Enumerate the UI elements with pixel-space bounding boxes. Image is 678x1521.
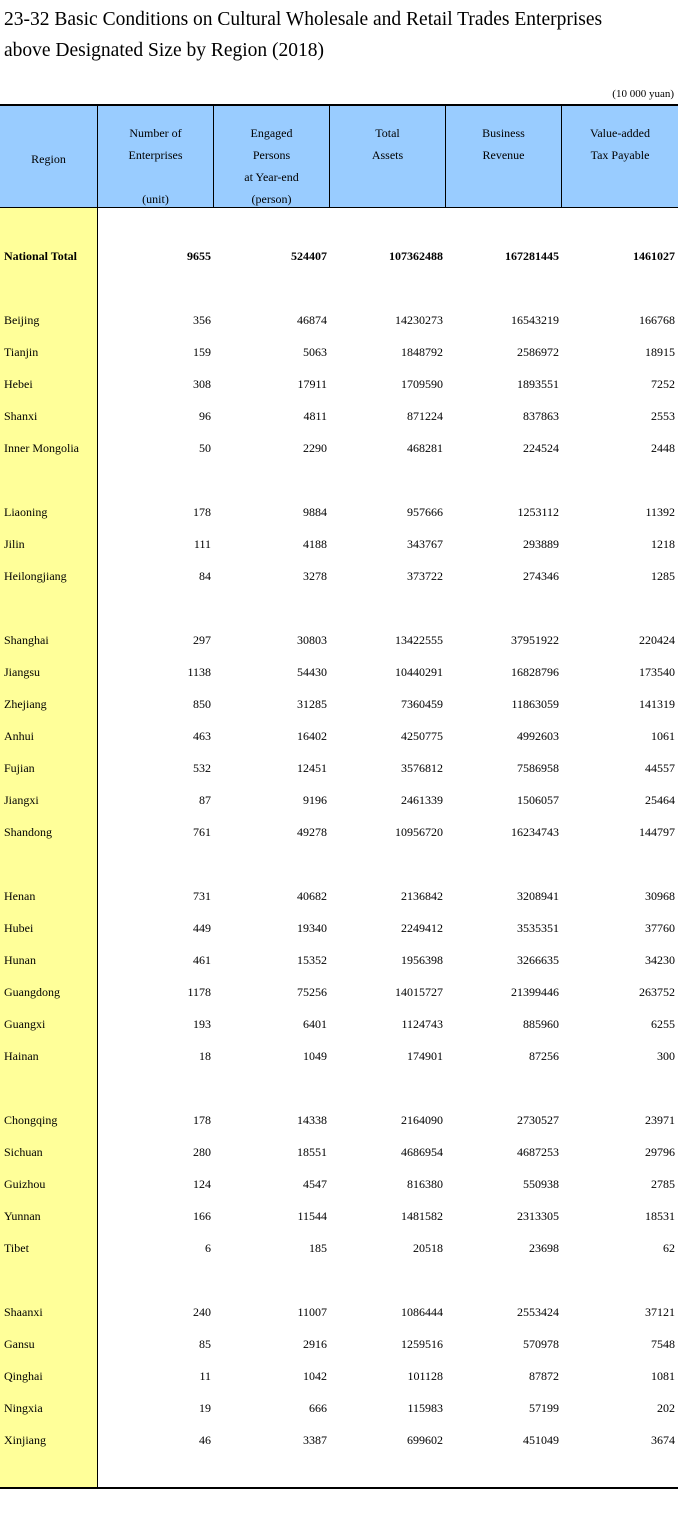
table-row bbox=[0, 664, 678, 680]
value-cell: 23971 bbox=[645, 1113, 675, 1127]
value-cell: 1461027 bbox=[633, 249, 675, 263]
header-business-revenue bbox=[446, 106, 562, 208]
value-cell: 731 bbox=[193, 889, 211, 903]
value-cell: 20518 bbox=[413, 1241, 443, 1255]
value-cell: 3266635 bbox=[517, 953, 559, 967]
value-cell: 2313305 bbox=[517, 1209, 559, 1223]
value-cell: 850 bbox=[193, 697, 211, 711]
value-cell: 11863059 bbox=[511, 697, 559, 711]
value-cell: 2461339 bbox=[401, 793, 443, 807]
header-line: Total bbox=[375, 126, 400, 140]
value-cell: 173540 bbox=[639, 665, 675, 679]
header-line: Revenue bbox=[482, 148, 525, 162]
value-cell: 111 bbox=[193, 537, 211, 551]
value-cell: 885960 bbox=[523, 1017, 559, 1031]
value-cell: 11 bbox=[199, 1369, 211, 1383]
value-cell: 3278 bbox=[303, 569, 327, 583]
value-cell: 16234743 bbox=[511, 825, 559, 839]
table-row bbox=[0, 696, 678, 712]
value-cell: 550938 bbox=[523, 1177, 559, 1191]
table-row bbox=[0, 1144, 678, 1160]
region-name: Zhejiang bbox=[4, 697, 47, 711]
region-name: Ningxia bbox=[4, 1401, 43, 1415]
value-cell: 373722 bbox=[407, 569, 443, 583]
value-cell: 30968 bbox=[645, 889, 675, 903]
value-cell: 699602 bbox=[407, 1433, 443, 1447]
value-cell: 18 bbox=[199, 1049, 211, 1063]
value-cell: 2785 bbox=[651, 1177, 675, 1191]
value-cell: 3387 bbox=[303, 1433, 327, 1447]
value-cell: 87 bbox=[199, 793, 211, 807]
region-name: Yunnan bbox=[4, 1209, 41, 1223]
value-cell: 1481582 bbox=[401, 1209, 443, 1223]
value-cell: 85 bbox=[199, 1337, 211, 1351]
value-cell: 224524 bbox=[523, 441, 559, 455]
value-cell: 14015727 bbox=[395, 985, 443, 999]
region-name: Anhui bbox=[4, 729, 34, 743]
table-row bbox=[0, 952, 678, 968]
value-cell: 3208941 bbox=[517, 889, 559, 903]
value-cell: 15352 bbox=[297, 953, 327, 967]
value-cell: 14338 bbox=[297, 1113, 327, 1127]
value-cell: 101128 bbox=[407, 1369, 443, 1383]
table-row bbox=[0, 1208, 678, 1224]
header-value-added-tax bbox=[562, 106, 678, 208]
value-cell: 461 bbox=[193, 953, 211, 967]
value-cell: 4686954 bbox=[401, 1145, 443, 1159]
value-cell: 1124743 bbox=[401, 1017, 443, 1031]
value-cell: 54430 bbox=[297, 665, 327, 679]
value-cell: 300 bbox=[657, 1049, 675, 1063]
value-cell: 816380 bbox=[407, 1177, 443, 1191]
value-cell: 46 bbox=[199, 1433, 211, 1447]
value-cell: 7548 bbox=[651, 1337, 675, 1351]
value-cell: 343767 bbox=[407, 537, 443, 551]
value-cell: 107362488 bbox=[389, 249, 443, 263]
header-total-assets bbox=[330, 106, 446, 208]
region-name: Beijing bbox=[4, 313, 40, 327]
value-cell: 19 bbox=[199, 1401, 211, 1415]
value-cell: 263752 bbox=[639, 985, 675, 999]
header-unit: (unit) bbox=[142, 192, 169, 206]
title-line-2: above Designated Size by Region (2018) bbox=[4, 40, 325, 61]
value-cell: 46874 bbox=[297, 313, 327, 327]
value-cell: 7586958 bbox=[517, 761, 559, 775]
value-cell: 178 bbox=[193, 505, 211, 519]
region-name: Shandong bbox=[4, 825, 52, 839]
header-line: at Year-end bbox=[244, 170, 299, 184]
region-name: Sichuan bbox=[4, 1145, 43, 1159]
value-cell: 19340 bbox=[297, 921, 327, 935]
value-cell: 13422555 bbox=[395, 633, 443, 647]
table-row bbox=[0, 1432, 678, 1448]
value-cell: 9655 bbox=[187, 249, 211, 263]
value-cell: 2553 bbox=[651, 409, 675, 423]
value-cell: 1178 bbox=[187, 985, 211, 999]
national-total-row bbox=[0, 248, 678, 264]
value-cell: 308 bbox=[193, 377, 211, 391]
value-cell: 11544 bbox=[297, 1209, 327, 1223]
value-cell: 12451 bbox=[297, 761, 327, 775]
title-line-1: 23-32 Basic Conditions on Cultural Wholesale and Retail Trades Enterprises bbox=[4, 9, 603, 30]
region-name: Guizhou bbox=[4, 1177, 46, 1191]
value-cell: 141319 bbox=[639, 697, 675, 711]
region-name: Shanxi bbox=[4, 409, 38, 423]
value-cell: 34230 bbox=[645, 953, 675, 967]
region-name: Tibet bbox=[4, 1241, 29, 1255]
region-name: Henan bbox=[4, 889, 36, 903]
value-cell: 2916 bbox=[303, 1337, 327, 1351]
region-name: Shaanxi bbox=[4, 1305, 43, 1319]
value-cell: 5063 bbox=[303, 345, 327, 359]
value-cell: 2290 bbox=[303, 441, 327, 455]
header-region bbox=[0, 106, 98, 208]
value-cell: 37121 bbox=[645, 1305, 675, 1319]
header-line: Engaged bbox=[250, 126, 293, 140]
table-row bbox=[0, 312, 678, 328]
value-cell: 293889 bbox=[523, 537, 559, 551]
header-unit: (person) bbox=[251, 192, 292, 206]
region-name: Hubei bbox=[4, 921, 34, 935]
table-row bbox=[0, 1112, 678, 1128]
table-row bbox=[0, 1304, 678, 1320]
value-cell: 144797 bbox=[639, 825, 675, 839]
table-row bbox=[0, 1016, 678, 1032]
region-name: National Total bbox=[4, 249, 78, 263]
table-row bbox=[0, 1176, 678, 1192]
value-cell: 11392 bbox=[645, 505, 675, 519]
region-name: Qinghai bbox=[4, 1369, 43, 1383]
value-cell: 174901 bbox=[407, 1049, 443, 1063]
table-row bbox=[0, 504, 678, 520]
value-cell: 1138 bbox=[187, 665, 211, 679]
value-cell: 25464 bbox=[645, 793, 675, 807]
value-cell: 16543219 bbox=[511, 313, 559, 327]
value-cell: 356 bbox=[193, 313, 211, 327]
value-cell: 451049 bbox=[523, 1433, 559, 1447]
value-cell: 40682 bbox=[297, 889, 327, 903]
table-row bbox=[0, 344, 678, 360]
value-cell: 2136842 bbox=[401, 889, 443, 903]
value-cell: 532 bbox=[193, 761, 211, 775]
table-row bbox=[0, 536, 678, 552]
value-cell: 18551 bbox=[297, 1145, 327, 1159]
value-cell: 524407 bbox=[291, 249, 327, 263]
value-cell: 1253112 bbox=[517, 505, 559, 519]
value-cell: 957666 bbox=[407, 505, 443, 519]
table-bottom-rule bbox=[0, 1487, 678, 1489]
value-cell: 2586972 bbox=[517, 345, 559, 359]
value-cell: 29796 bbox=[645, 1145, 675, 1159]
header-engaged-persons bbox=[214, 106, 330, 208]
header-line: Number of bbox=[129, 126, 182, 140]
header-line: Enterprises bbox=[128, 148, 183, 162]
value-cell: 240 bbox=[193, 1305, 211, 1319]
header-number-of-enterprises bbox=[98, 106, 214, 208]
region-name: Jilin bbox=[4, 537, 25, 551]
value-cell: 50 bbox=[199, 441, 211, 455]
value-cell: 14230273 bbox=[395, 313, 443, 327]
region-name: Hainan bbox=[4, 1049, 39, 1063]
table-row bbox=[0, 1048, 678, 1064]
value-cell: 159 bbox=[193, 345, 211, 359]
value-cell: 37760 bbox=[645, 921, 675, 935]
header-line: Persons bbox=[252, 148, 291, 162]
value-cell: 1218 bbox=[651, 537, 675, 551]
value-cell: 84 bbox=[199, 569, 211, 583]
table-row bbox=[0, 632, 678, 648]
value-cell: 4547 bbox=[303, 1177, 327, 1191]
region-name: Jiangxi bbox=[4, 793, 39, 807]
value-cell: 75256 bbox=[297, 985, 327, 999]
table-row bbox=[0, 728, 678, 744]
value-cell: 4992603 bbox=[517, 729, 559, 743]
header-region-label: Region bbox=[31, 152, 66, 166]
table-row bbox=[0, 1400, 678, 1416]
value-cell: 871224 bbox=[407, 409, 443, 423]
value-cell: 166768 bbox=[639, 313, 675, 327]
value-cell: 9884 bbox=[303, 505, 327, 519]
value-cell: 274346 bbox=[523, 569, 559, 583]
value-cell: 21399446 bbox=[511, 985, 559, 999]
value-cell: 4687253 bbox=[517, 1145, 559, 1159]
table-row bbox=[0, 1368, 678, 1384]
value-cell: 6401 bbox=[303, 1017, 327, 1031]
unit-note: (10 000 yuan) bbox=[612, 88, 674, 100]
table-row bbox=[0, 408, 678, 424]
value-cell: 193 bbox=[193, 1017, 211, 1031]
region-name: Hebei bbox=[4, 377, 33, 391]
value-cell: 1081 bbox=[651, 1369, 675, 1383]
value-cell: 449 bbox=[193, 921, 211, 935]
region-name: Gansu bbox=[4, 1337, 35, 1351]
value-cell: 167281445 bbox=[505, 249, 559, 263]
header-line: Tax Payable bbox=[590, 148, 650, 162]
region-name: Xinjiang bbox=[4, 1433, 46, 1447]
value-cell: 9196 bbox=[303, 793, 327, 807]
value-cell: 6 bbox=[205, 1241, 211, 1255]
value-cell: 30803 bbox=[297, 633, 327, 647]
value-cell: 6255 bbox=[651, 1017, 675, 1031]
value-cell: 23698 bbox=[529, 1241, 559, 1255]
value-cell: 87256 bbox=[529, 1049, 559, 1063]
value-cell: 96 bbox=[199, 409, 211, 423]
table-row bbox=[0, 920, 678, 936]
value-cell: 185 bbox=[309, 1241, 327, 1255]
header-line: Business bbox=[482, 126, 525, 140]
value-cell: 1956398 bbox=[401, 953, 443, 967]
region-name: Inner Mongolia bbox=[4, 441, 79, 455]
value-cell: 1049 bbox=[303, 1049, 327, 1063]
value-cell: 297 bbox=[193, 633, 211, 647]
table-row bbox=[0, 1240, 678, 1256]
value-cell: 37951922 bbox=[511, 633, 559, 647]
table-row bbox=[0, 888, 678, 904]
region-name: Liaoning bbox=[4, 505, 48, 519]
value-cell: 18915 bbox=[645, 345, 675, 359]
value-cell: 62 bbox=[663, 1241, 675, 1255]
value-cell: 1285 bbox=[651, 569, 675, 583]
value-cell: 87872 bbox=[529, 1369, 559, 1383]
table-row bbox=[0, 984, 678, 1000]
value-cell: 10956720 bbox=[395, 825, 443, 839]
region-name: Heilongjiang bbox=[4, 569, 67, 583]
table-row bbox=[0, 760, 678, 776]
value-cell: 178 bbox=[193, 1113, 211, 1127]
page-title bbox=[4, 4, 674, 66]
value-cell: 11007 bbox=[297, 1305, 327, 1319]
value-cell: 4188 bbox=[303, 537, 327, 551]
value-cell: 1848792 bbox=[401, 345, 443, 359]
value-cell: 18531 bbox=[645, 1209, 675, 1223]
table-header bbox=[0, 104, 678, 208]
value-cell: 1042 bbox=[303, 1369, 327, 1383]
value-cell: 17911 bbox=[297, 377, 327, 391]
value-cell: 4250775 bbox=[401, 729, 443, 743]
header-line: Value-added bbox=[590, 126, 650, 140]
value-cell: 570978 bbox=[523, 1337, 559, 1351]
value-cell: 837863 bbox=[523, 409, 559, 423]
value-cell: 202 bbox=[657, 1401, 675, 1415]
value-cell: 16402 bbox=[297, 729, 327, 743]
value-cell: 1086444 bbox=[401, 1305, 443, 1319]
region-name: Chongqing bbox=[4, 1113, 58, 1127]
region-name: Fujian bbox=[4, 761, 35, 775]
value-cell: 7360459 bbox=[401, 697, 443, 711]
value-cell: 666 bbox=[309, 1401, 327, 1415]
value-cell: 1506057 bbox=[517, 793, 559, 807]
value-cell: 2249412 bbox=[401, 921, 443, 935]
region-column-background bbox=[0, 208, 98, 1488]
value-cell: 1709590 bbox=[401, 377, 443, 391]
table-row bbox=[0, 568, 678, 584]
table-row bbox=[0, 1336, 678, 1352]
header-line: Assets bbox=[371, 148, 404, 162]
value-cell: 220424 bbox=[639, 633, 675, 647]
value-cell: 10440291 bbox=[395, 665, 443, 679]
value-cell: 4811 bbox=[303, 409, 327, 423]
value-cell: 3674 bbox=[651, 1433, 675, 1447]
value-cell: 3535351 bbox=[517, 921, 559, 935]
value-cell: 468281 bbox=[407, 441, 443, 455]
value-cell: 2164090 bbox=[401, 1113, 443, 1127]
region-name: Shanghai bbox=[4, 633, 49, 647]
region-name: Jiangsu bbox=[4, 665, 40, 679]
region-name: Guangxi bbox=[4, 1017, 46, 1031]
value-cell: 166 bbox=[193, 1209, 211, 1223]
value-cell: 463 bbox=[193, 729, 211, 743]
value-cell: 16828796 bbox=[511, 665, 559, 679]
region-name: Guangdong bbox=[4, 985, 60, 999]
value-cell: 1259516 bbox=[401, 1337, 443, 1351]
value-cell: 7252 bbox=[651, 377, 675, 391]
value-cell: 44557 bbox=[645, 761, 675, 775]
value-cell: 57199 bbox=[529, 1401, 559, 1415]
table-row bbox=[0, 376, 678, 392]
value-cell: 124 bbox=[193, 1177, 211, 1191]
value-cell: 1893551 bbox=[517, 377, 559, 391]
value-cell: 115983 bbox=[407, 1401, 443, 1415]
value-cell: 31285 bbox=[297, 697, 327, 711]
value-cell: 2553424 bbox=[517, 1305, 559, 1319]
value-cell: 2730527 bbox=[517, 1113, 559, 1127]
value-cell: 2448 bbox=[651, 441, 675, 455]
region-name: Tianjin bbox=[4, 345, 39, 359]
value-cell: 1061 bbox=[651, 729, 675, 743]
table-row bbox=[0, 824, 678, 840]
table-row bbox=[0, 440, 678, 456]
table-row bbox=[0, 792, 678, 808]
region-name: Hunan bbox=[4, 953, 36, 967]
value-cell: 761 bbox=[193, 825, 211, 839]
value-cell: 49278 bbox=[297, 825, 327, 839]
value-cell: 3576812 bbox=[401, 761, 443, 775]
value-cell: 280 bbox=[193, 1145, 211, 1159]
